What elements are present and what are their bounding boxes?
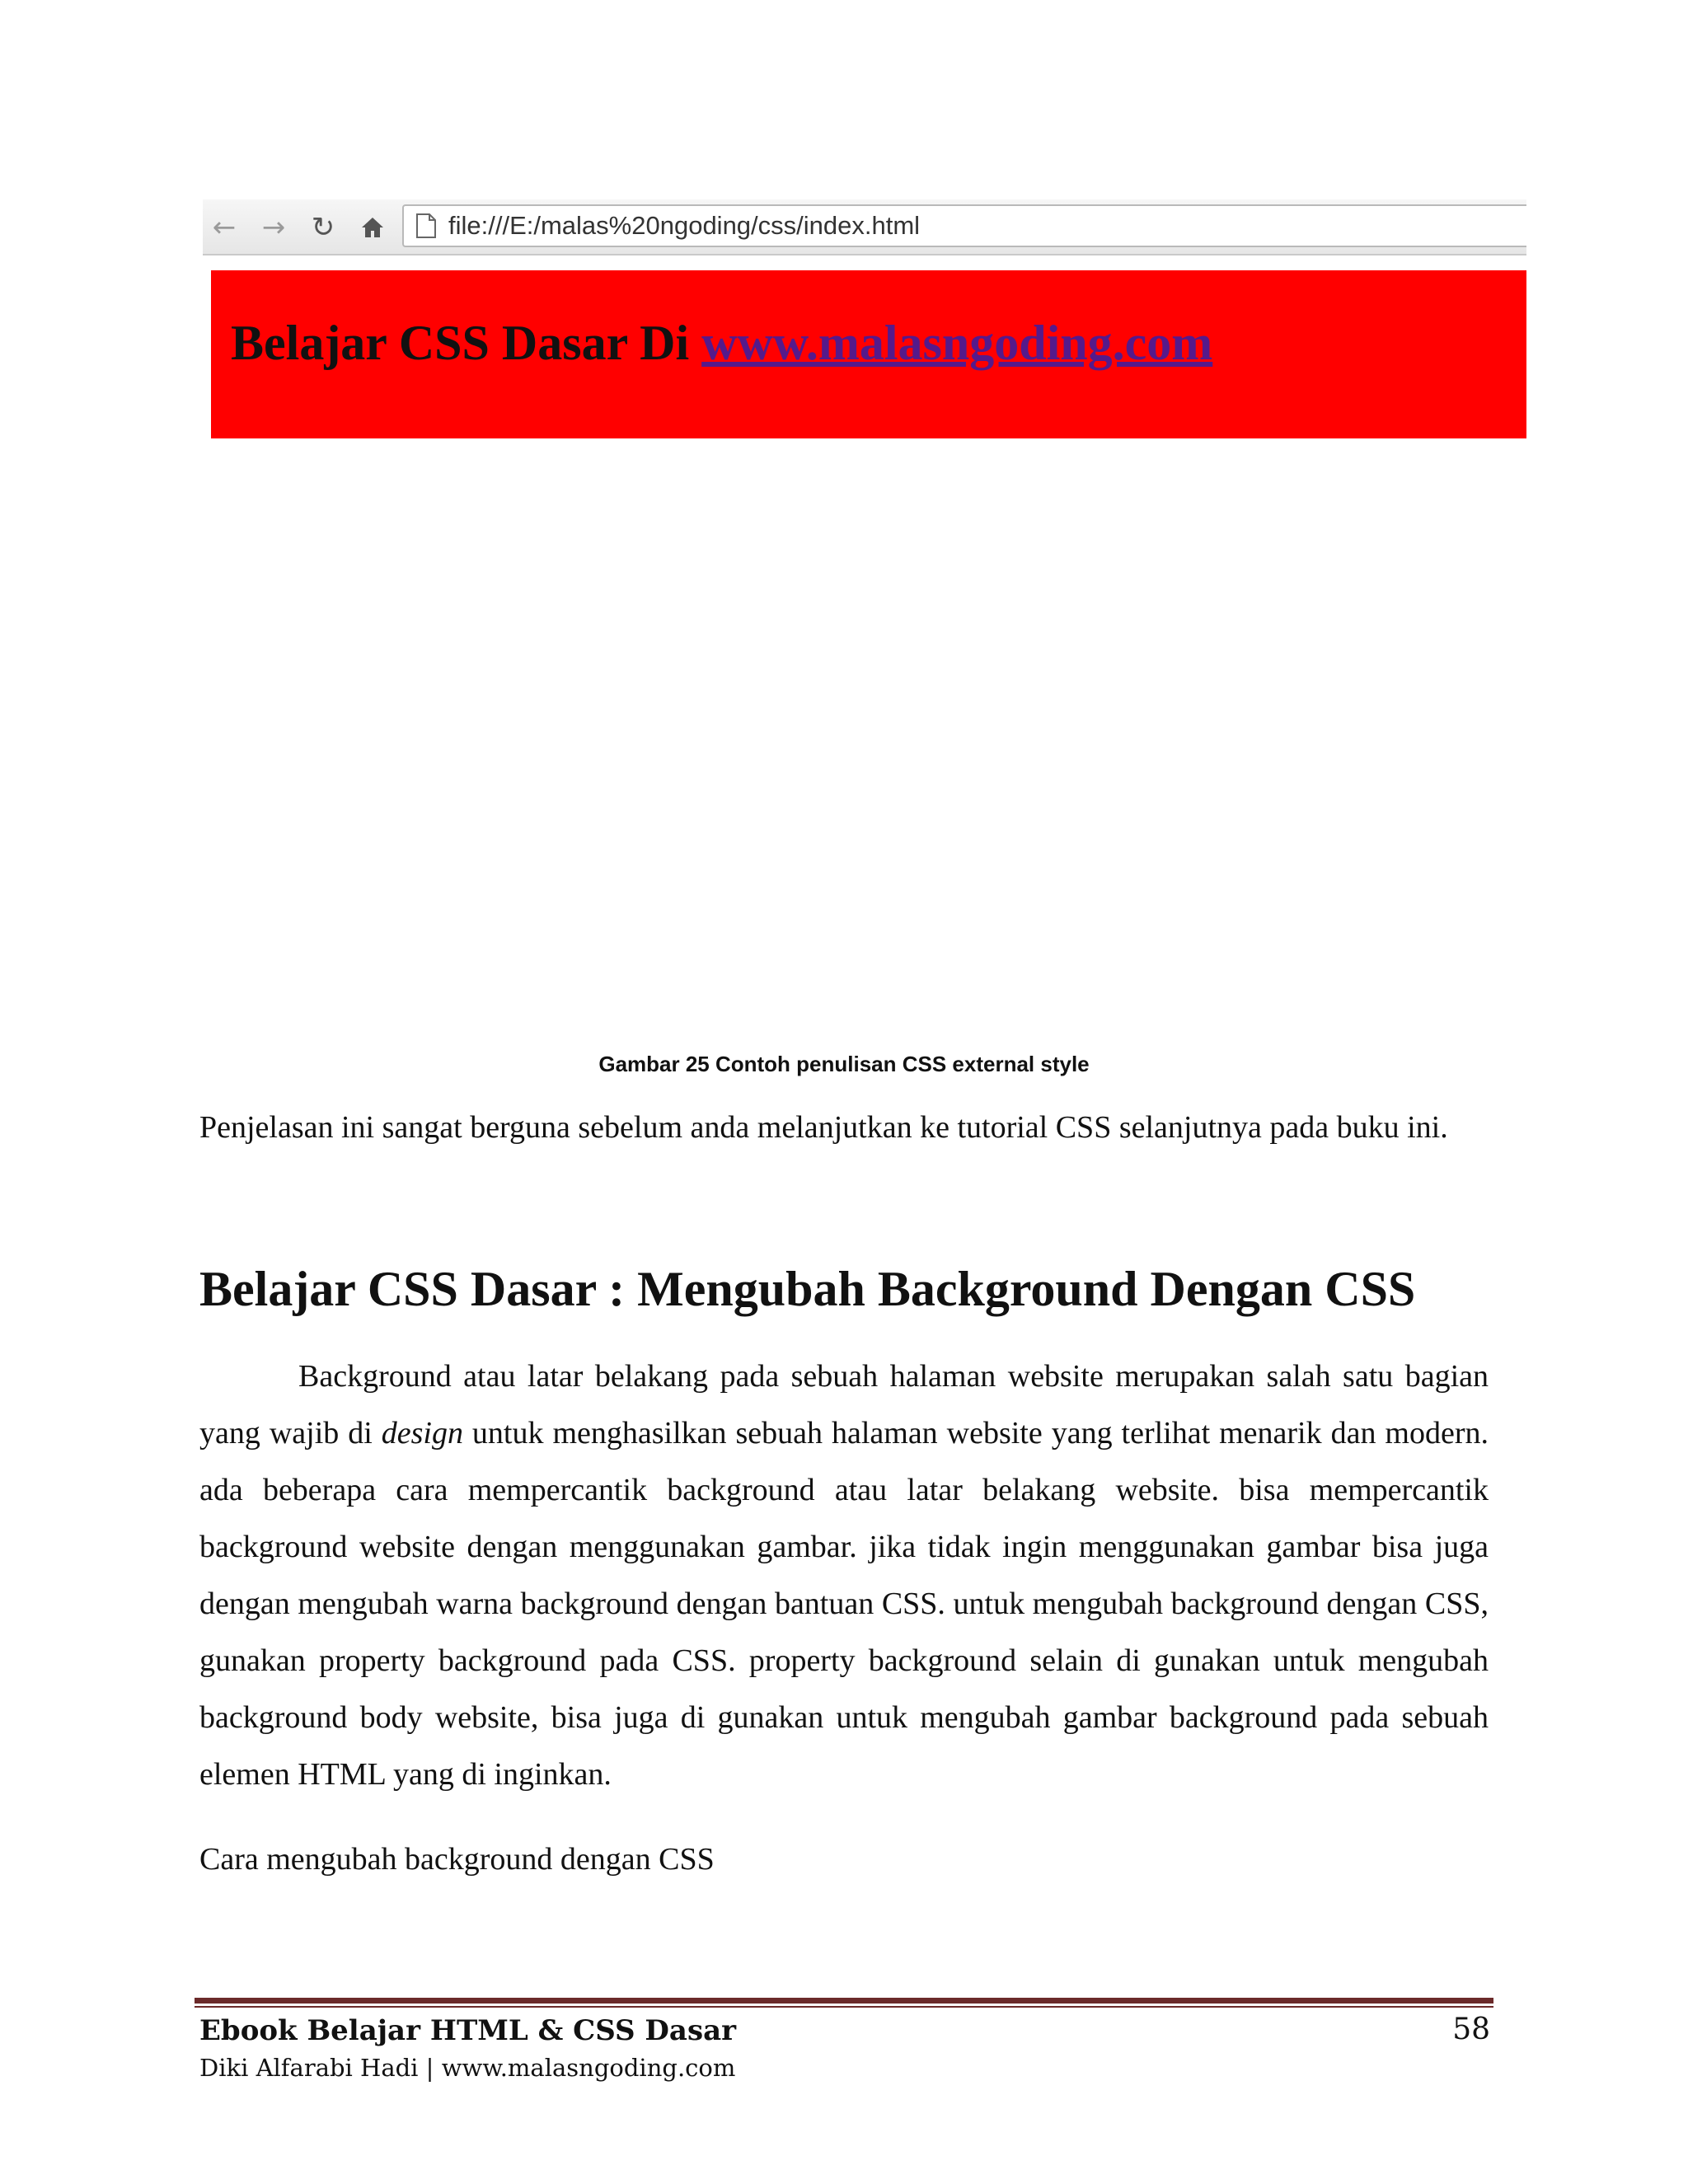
paragraph-background-emphasis: design — [381, 1416, 463, 1451]
footer-page-number: 58 — [1452, 2013, 1490, 2046]
paragraph-background-part-1: Background atau latar belakang pada sebuah halaman website merupakan salah satu bagian yang wajib di — [199, 1359, 1489, 1451]
browser-toolbar — [203, 199, 1526, 255]
paragraph-background — [199, 1348, 1489, 1803]
footer-rule-thin — [195, 2006, 1493, 2008]
rendered-heading-link: www.malasngoding.com — [701, 316, 1213, 370]
section-heading: Belajar CSS Dasar : Mengubah Background Dengan CSS — [199, 1262, 1416, 1316]
paragraph-how-to: Cara mengubah background dengan CSS — [199, 1842, 715, 1877]
figure-caption: Gambar 25 Contoh penulisan CSS external style — [598, 1052, 1090, 1076]
back-arrow-icon: ← — [212, 211, 237, 244]
footer-author-line — [199, 2054, 735, 2082]
footer-book-title: Ebook Belajar HTML & CSS Dasar — [199, 2014, 737, 2047]
footer-author: Diki Alfarabi Hadi — [199, 2054, 419, 2082]
rendered-page-header — [211, 270, 1526, 438]
browser-screenshot-figure — [203, 199, 1526, 438]
rendered-heading — [231, 318, 1212, 368]
home-icon — [356, 211, 389, 244]
page-icon — [415, 213, 437, 239]
footer-website: www.malasngoding.com — [441, 2054, 736, 2082]
address-bar — [402, 204, 1526, 247]
address-url: file:///E:/malas%20ngoding/css/index.html — [448, 211, 921, 240]
footer-rule-thick — [195, 1998, 1493, 2004]
reload-icon: ↻ — [311, 211, 335, 244]
footer-separator: | — [418, 2054, 442, 2082]
paragraph-background-part-2: untuk menghasilkan sebuah halaman website yang terlihat menarik dan modern. ada beberapa cara mempercantik background atau latar belakang website. bisa mempercantik background website dengan menggunakan gambar. jika tidak ingin menggunakan gambar bisa juga dengan mengubah warna background dengan bantuan CSS. untuk mengubah background dengan CSS, gunakan property background pada CSS. property background selain di gunakan untuk mengubah background body website, bisa juga di gunakan untuk mengubah gambar background pada sebuah elemen HTML yang di inginkan. — [199, 1416, 1489, 1792]
rendered-heading-text: Belajar CSS Dasar Di — [231, 316, 702, 370]
paragraph-intro: Penjelasan ini sangat berguna sebelum anda melanjutkan ke tutorial CSS selanjutnya pada buku ini. — [199, 1110, 1448, 1145]
forward-arrow-icon: → — [261, 211, 286, 244]
